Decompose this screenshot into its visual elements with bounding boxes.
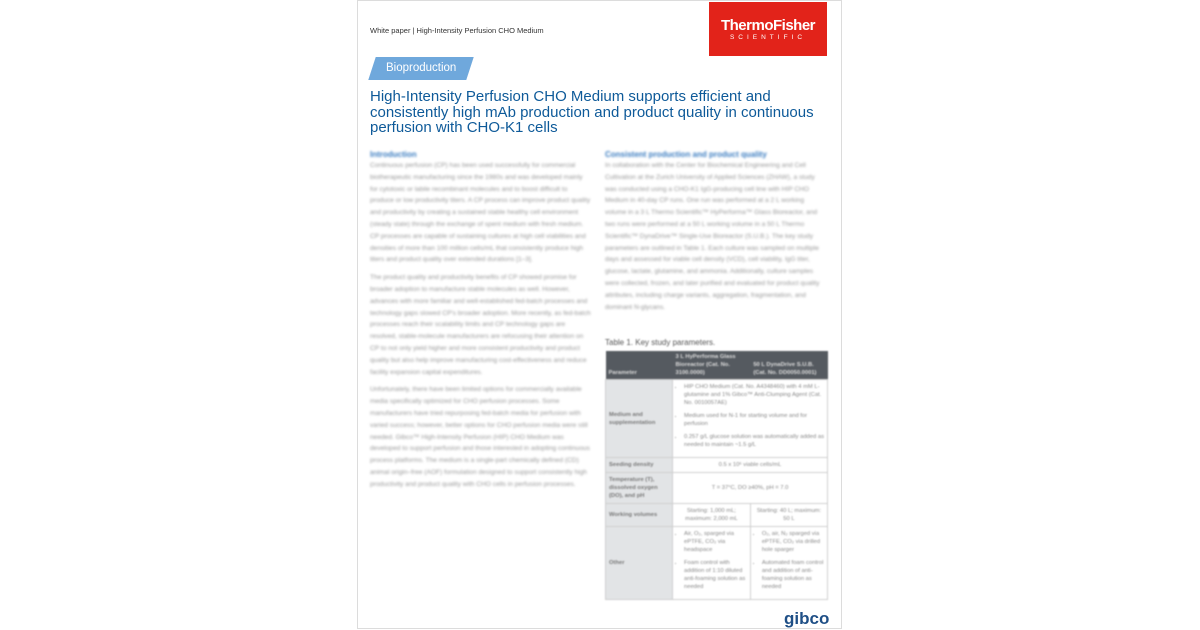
list-item: • Medium used for N-1 for starting volume and for perfusion xyxy=(684,412,824,428)
page-title: High-Intensity Perfusion CHO Medium supports efficient and consistently high mAb production and product quality in continuous perfusion with CHO-K1 cells xyxy=(370,88,814,136)
list-item: • 0.257 g/L glucose solution was automatically added as needed to maintain ~1.5 g/L xyxy=(684,433,824,449)
list-item: • Foam control with addition of 1:10 diluted anti-foaming solution as needed xyxy=(684,559,747,591)
table-row xyxy=(606,527,828,600)
column-header: 50 L DynaDrive S.U.B. (Cat. No. DD0050.0001) xyxy=(750,351,827,380)
section-heading: Consistent production and product quality xyxy=(605,150,767,159)
table-row xyxy=(606,458,828,473)
row-label: Other xyxy=(606,527,673,600)
column-header: 3 L HyPerforma Glass Bioreactor (Cat. No. 3100.0000) xyxy=(673,351,751,380)
row-label: Temperature (T), dissolved oxygen (DO), and pH xyxy=(606,473,673,504)
row-label: Medium and supplementation xyxy=(606,380,673,458)
paragraph: Continuous perfusion (CP) has been used successfully for commercial biotherapeutic manufacturing since the 1980s and was developed mainly for cytotoxic or labile recombinant molecules and to boost difficult to produce or low productivity titers. A CP process can improve product quality and productivity by creating a sustained stable healthy cell environment (steady state) through the exchange of spent medium with fresh medium. CP processes are capable of sustaining cultures at high cell viabilities and densities of more than 100 million cells/mL that consistently produce high titers and product quality over extended durations [1–3]. xyxy=(370,162,591,264)
logo-wordmark: ThermoFisher xyxy=(720,17,816,34)
introduction-heading: Introduction xyxy=(370,150,417,159)
row-label: Working volumes xyxy=(606,504,673,527)
left-column xyxy=(370,149,592,497)
table-cell: Starting: 1,000 mL; maximum: 2,000 mL xyxy=(673,504,751,527)
right-column xyxy=(605,149,827,319)
table-cell: 0.5 x 10⁶ viable cells/mL xyxy=(673,458,828,473)
list-item: • O₂, air, N₂ sparged via ePTFE, CO₂ via drilled hole sparger xyxy=(762,530,824,554)
table-row xyxy=(606,473,828,504)
table-cell xyxy=(673,527,751,600)
table-row xyxy=(606,380,828,458)
category-tag xyxy=(368,57,473,80)
breadcrumb: White paper | High-Intensity Perfusion CHO Medium xyxy=(370,26,544,35)
table-cell: Starting: 40 L; maximum: 50 L xyxy=(750,504,827,527)
category-tag-label: Bioproduction xyxy=(386,62,457,74)
table-cell xyxy=(673,380,828,458)
paragraph: Unfortunately, there have been limited options for commercially available media specifically optimized for CHO perfusion processes. Some manufacturers have tried repurposing fed-batch media for perfusion with varied success; however, better options for CHO perfusion media were still needed. Gibco™ High-Intensity Perfusion (HIP) CHO Medium was developed to support perfusion and those interested in adopting continuous process platforms. The medium is a single-part chemically defined (CD) animal origin–free (AOF) formulation designed to support consistently high productivity and product quality with CHO cells in perfusion processes. xyxy=(370,386,590,488)
row-label: Seeding density xyxy=(606,458,673,473)
table-row xyxy=(606,504,828,527)
white-paper-page xyxy=(357,0,842,629)
column-header: Parameter xyxy=(606,351,673,380)
list-item: • Automated foam control and addition of anti-foaming solution as needed xyxy=(762,559,824,591)
thermofisher-logo xyxy=(709,2,827,56)
table-cell: T = 37°C, DO ≥40%, pH = 7.0 xyxy=(673,473,828,504)
paragraph: The product quality and productivity benefits of CP showed promise for broader adoption to manufacture stable molecules as well. However, advances with more familiar and well-established fed-batch processes and technology gaps slowed CP's broader adoption. More recently, as fed-batch processes reach their scalability limits and CP technology gaps are resolved, stable-molecule manufacturers are refocusing their attention on CP to not only yield higher and more consistent productivity and product quality but also help improve manufacturing cost-effectiveness and reduce facility expansion capital expenditures. xyxy=(370,274,591,376)
table-caption: Table 1. Key study parameters. xyxy=(605,338,716,347)
table-header-row xyxy=(606,351,828,380)
list-item: • HIP CHO Medium (Cat. No. A4348460) with 4 mM L-glutamine and 1% Gibco™ Anti-Clumping Agent (Cat. No. 0010057AE) xyxy=(684,383,824,407)
paragraph: In collaboration with the Center for Biochemical Engineering and Cell Cultivation at the Zurich University of Applied Sciences (ZHAW), a study was conducted using a CHO-K1 IgG-producing cell line with HIP CHO Medium in 40-day CP runs. One run was performed at a 2 L working volume in a 3 L Thermo Scientific™ HyPerforma™ Glass Bioreactor, and two runs were performed at a 50 L working volume in a 50 L Thermo Scientific™ DynaDrive™ Single-Use Bioreactor (S.U.B.). The key study parameters are outlined in Table 1. Each culture was sampled on multiple days and assessed for viable cell density (VCD), cell viability, IgG titer, glucose, lactate, glutamine, and ammonia. Additionally, culture samples were collected, frozen, and later purified and evaluated for product quality attributes, including charge variants, aggregation, fragmentation, and dominant N-glycans. xyxy=(605,162,820,311)
list-item: • Air, O₂, sparged via ePTFE, CO₂ via headspace xyxy=(684,530,747,554)
gibco-logo: gibco xyxy=(784,609,830,628)
logo-subtitle: SCIENTIFIC xyxy=(729,34,807,41)
table-cell xyxy=(750,527,827,600)
key-parameters-table xyxy=(605,351,828,600)
